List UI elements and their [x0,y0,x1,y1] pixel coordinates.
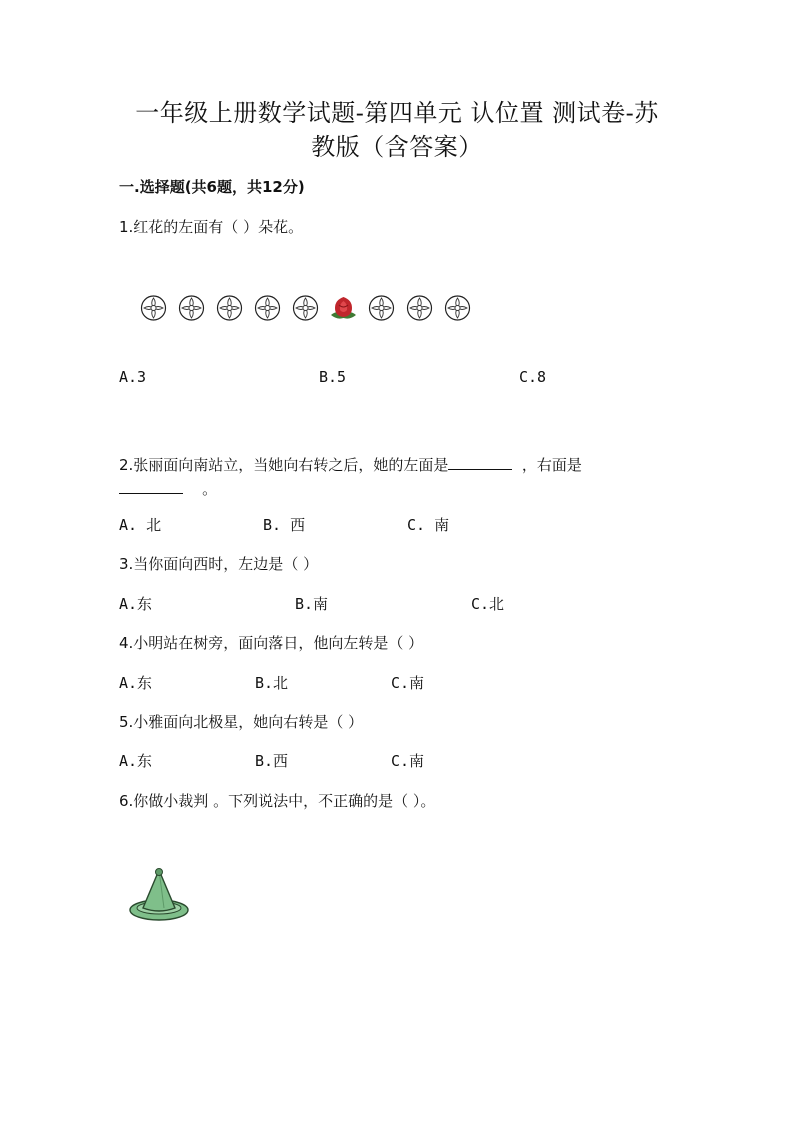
question-2-text-end: 。 [202,480,218,498]
question-4-option-a: A.东 [119,674,153,692]
answer-blank [448,455,512,470]
question-2-line-1 [119,454,582,476]
question-5-text: 5.小雅面向北极星，她向右转是（ ） [119,713,364,731]
white-flower-icon [252,293,283,323]
white-flower-icon [366,293,397,323]
question-2-option-a: A. 北 [119,516,162,534]
question-2-option-b: B. 西 [263,516,306,534]
green-cone-hat-icon [128,866,192,924]
question-2-line-2 [119,478,217,500]
question-1-option-c: C.8 [519,368,547,386]
question-5-option-a: A.东 [119,752,153,770]
question-2-text-b: ，右面是 [521,456,582,474]
white-flower-icon [442,293,473,323]
white-flower-icon [404,293,435,323]
white-flower-icon [176,293,207,323]
question-4-text: 4.小明站在树旁，面向落日，他向左转是（ ） [119,634,424,652]
question-1-text: 1.红花的左面有（ ）朵花。 [119,218,304,236]
question-5-option-c: C.南 [391,752,425,770]
white-flower-icon [138,293,169,323]
red-flower-icon [328,293,359,323]
question-2-option-c: C. 南 [407,516,450,534]
question-1-option-b: B.5 [319,368,347,386]
question-3-option-b: B.南 [295,595,329,613]
question-6-text: 6.你做小裁判 。下列说法中，不正确的是（ ）。 [119,792,436,810]
white-flower-icon [290,293,321,323]
question-1-flower-row [138,293,473,323]
white-flower-icon [214,293,245,323]
section-heading: 一.选择题(共6题，共12分) [119,178,305,196]
question-3-text: 3.当你面向西时，左边是（ ） [119,555,319,573]
title-line-2: 教版（含答案） [311,133,483,161]
page-title [60,96,734,164]
question-1-option-a: A.3 [119,368,147,386]
question-4-option-b: B.北 [255,674,289,692]
question-5-option-b: B.西 [255,752,289,770]
question-3-option-a: A.东 [119,595,153,613]
question-4-option-c: C.南 [391,674,425,692]
question-2-text-a: 2.张丽面向南站立，当她向右转之后，她的左面是 [119,456,449,474]
question-3-option-c: C.北 [471,595,505,613]
title-line-1: 一年级上册数学试题-第四单元 认位置 测试卷-苏 [135,99,659,127]
answer-blank [119,479,183,494]
